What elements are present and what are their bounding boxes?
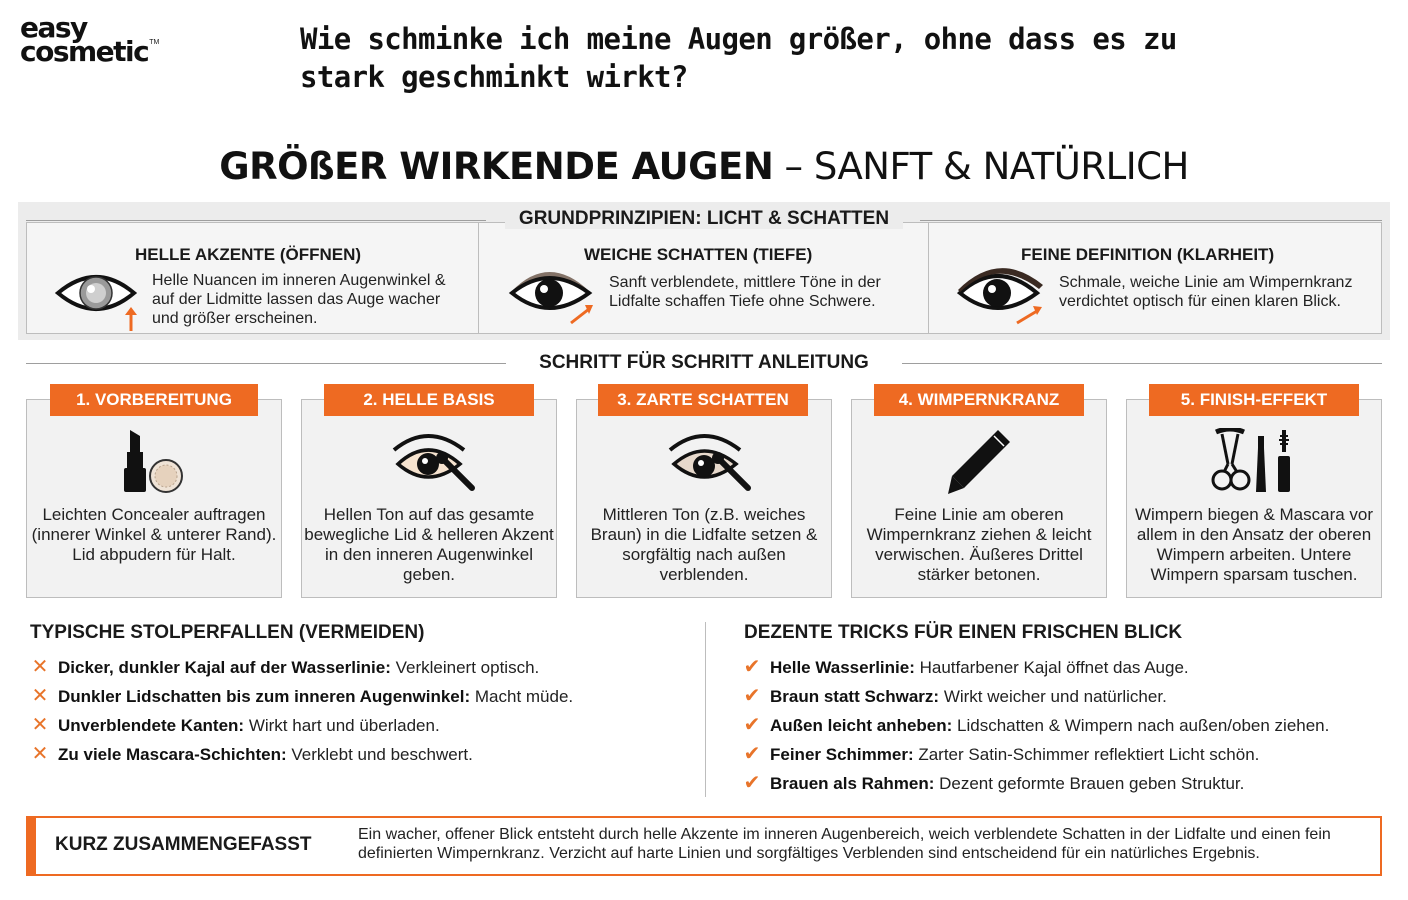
cross-icon: ✕ <box>31 685 49 707</box>
pencil-icon <box>944 428 1014 496</box>
principle-card-bright <box>26 222 480 334</box>
principle-text: Schmale, weiche Linie am Wimpernkranz verdichtet optisch für einen klaren Blick. <box>1059 274 1353 310</box>
lined-eye-icon <box>955 259 1047 327</box>
logo-line-2: cosmetic <box>20 35 149 69</box>
checkmark-icon: ✔ <box>743 772 761 794</box>
principle-title: HELLE AKZENTE (ÖFFNEN) <box>135 245 362 264</box>
trick-item: ✔ Helle Wasserlinie: Hautfarbener Kajal öffnet das Auge. <box>743 656 1189 678</box>
pitfall-item: ✕ Unverblendete Kanten: Wirkt hart und überladen. <box>31 714 440 736</box>
logo-trademark: TM <box>149 39 160 47</box>
step-label-1: 1. VORBEREITUNG <box>50 384 258 416</box>
step-label-2: 2. HELLE BASIS <box>324 384 534 416</box>
step-text-4: Feine Linie am oberen Wimpernkranz ziehen & leicht verwischen. Äußeres Drittel stärker betonen. <box>866 505 1092 584</box>
concealer-powder-icon <box>118 428 190 496</box>
tricks-heading: DEZENTE TRICKS FÜR EINEN FRISCHEN BLICK <box>744 622 1183 643</box>
step-text-2: Hellen Ton auf das gesamte bewegliche Lid & helleren Akzent in den inneren Augenwinkel geben. <box>304 505 554 584</box>
logo-line-1: easy <box>20 11 87 44</box>
trick-item: ✔ Außen leicht anheben: Lidschatten & Wimpern nach außen/oben ziehen. <box>743 714 1330 736</box>
cross-icon: ✕ <box>31 656 49 678</box>
curler-mascara-icon <box>1210 428 1300 496</box>
pitfalls-heading: TYPISCHE STOLPERFALLEN (VERMEIDEN) <box>30 622 425 643</box>
page-title-light: – SANFT & NATÜRLICH <box>773 145 1189 188</box>
checkmark-icon: ✔ <box>743 743 761 765</box>
principle-text: Sanft verblendete, mittlere Töne in der Lidfalte schaffen Tiefe ohne Schwere. <box>609 274 881 310</box>
summary-text: Ein wacher, offener Blick entsteht durch helle Akzente im inneren Augenbereich, weich verblendete Schatten in der Lidfalte und einen fein definierten Wimpernkranz. Verzicht auf harte Linien und sorgfältiges Verblenden sind entscheidend für ein natürliches Ergebnis. <box>358 826 1331 862</box>
step-text-1: Leichten Concealer auftragen (innerer Winkel & unterer Rand). Lid abpudern für Halt. <box>31 505 277 564</box>
step-text-5: Wimpern biegen & Mascara vor allem in den Ansatz der oberen Wimpern arbeiten. Untere Wimpern sparsam tuschen. <box>1134 505 1374 584</box>
eye-brush-icon <box>390 430 480 496</box>
principle-card-definition <box>928 222 1382 334</box>
pitfall-item: ✕ Dunkler Lidschatten bis zum inneren Augenwinkel: Macht müde. <box>31 685 574 707</box>
column-divider <box>705 622 706 797</box>
step-label-3: 3. ZARTE SCHATTEN <box>598 384 808 416</box>
shaded-eye-icon <box>507 259 597 327</box>
step-label-5: 5. FINISH-EFFEKT <box>1149 384 1359 416</box>
question-heading: Wie schminke ich meine Augen größer, ohne dass es zu stark geschminkt wirkt? <box>300 22 1177 94</box>
principle-title: FEINE DEFINITION (KLARHEIT) <box>1021 245 1275 264</box>
steps-heading: SCHRITT FÜR SCHRITT ANLEITUNG <box>539 352 869 373</box>
step-text-3: Mittleren Ton (z.B. weiches Braun) in die Lidfalte setzen & sorgfältig nach außen verblenden. <box>590 505 818 584</box>
principle-title: WEICHE SCHATTEN (TIEFE) <box>584 245 813 264</box>
checkmark-icon: ✔ <box>743 714 761 736</box>
checkmark-icon: ✔ <box>743 685 761 707</box>
trick-item: ✔ Braun statt Schwarz: Wirkt weicher und natürlicher. <box>743 685 1167 707</box>
easycosmetic-logo[interactable] <box>20 11 180 69</box>
pitfall-item: ✕ Dicker, dunkler Kajal auf der Wasserlinie: Verkleinert optisch. <box>31 656 540 678</box>
cross-icon: ✕ <box>31 743 49 765</box>
principles-heading: GRUNDPRINZIPIEN: LICHT & SCHATTEN <box>0 208 1408 230</box>
cross-icon: ✕ <box>31 714 49 736</box>
principle-text: Helle Nuancen im inneren Augenwinkel & auf der Lidmitte lassen das Auge wacher und größer erscheinen. <box>152 272 446 327</box>
summary-heading: KURZ ZUSAMMENGEFASST <box>55 834 312 855</box>
page-title <box>0 145 1408 188</box>
page-title-bold: GRÖßER WIRKENDE AUGEN <box>219 145 774 188</box>
pitfall-item: ✕ Zu viele Mascara-Schichten: Verklebt und beschwert. <box>31 743 473 765</box>
step-label-4: 4. WIMPERNKRANZ <box>874 384 1084 416</box>
principle-card-shadow <box>478 222 930 334</box>
trick-item: ✔ Feiner Schimmer: Zarter Satin-Schimmer reflektiert Licht schön. <box>743 743 1260 765</box>
trick-item: ✔ Brauen als Rahmen: Dezent geformte Brauen geben Struktur. <box>743 772 1245 794</box>
eye-shadow-brush-icon <box>666 430 756 496</box>
checkmark-icon: ✔ <box>743 656 761 678</box>
bright-eye-icon <box>55 265 137 333</box>
